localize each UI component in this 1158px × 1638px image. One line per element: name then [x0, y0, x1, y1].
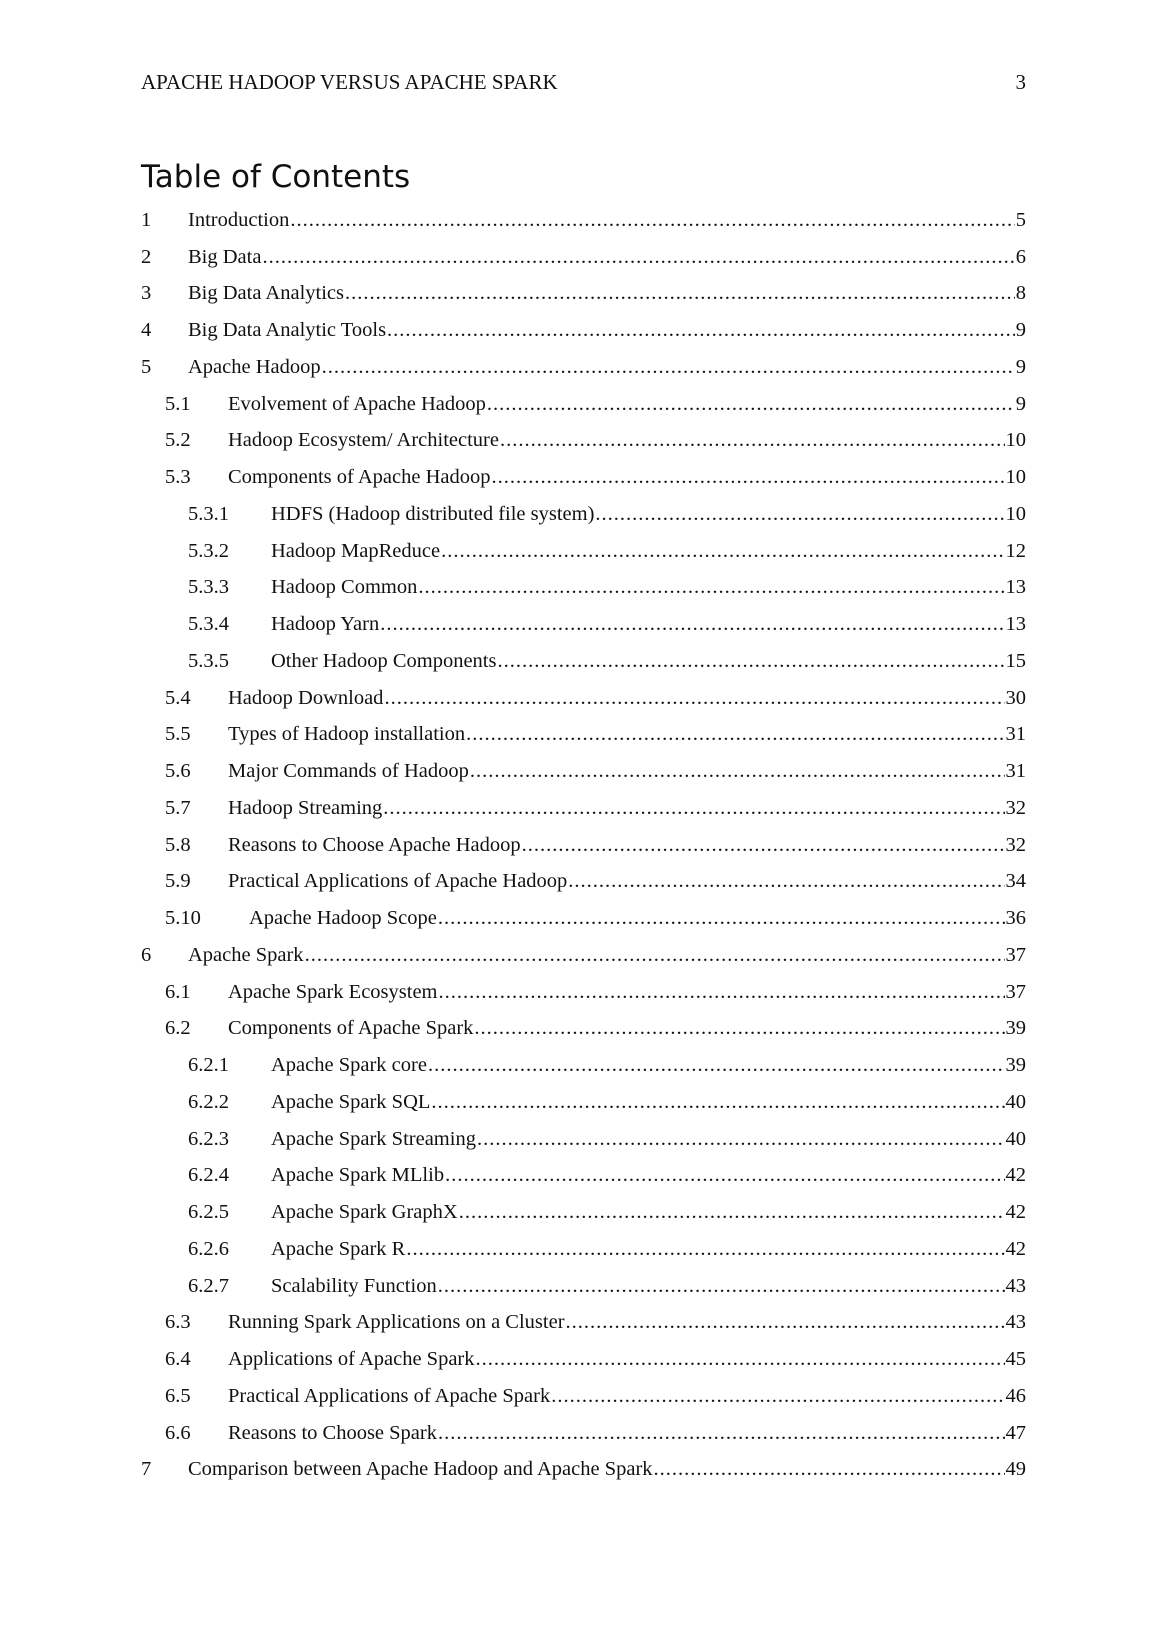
toc-entry-number: 6.2.7 [188, 1274, 229, 1297]
toc-entry-6[interactable] [141, 937, 1026, 974]
toc-entry-number: 5.3.4 [188, 613, 229, 636]
dot-leader [568, 870, 1004, 893]
toc-entry-text: Apache Spark Ecosystem [228, 980, 438, 1003]
toc-entry-5-3-1[interactable] [141, 496, 1026, 533]
toc-entry-text: Reasons to Choose Spark [228, 1421, 437, 1444]
dot-leader [305, 944, 1005, 967]
toc-entry-6-5[interactable] [141, 1378, 1026, 1415]
running-title: APACHE HADOOP VERSUS APACHE SPARK [141, 70, 558, 94]
toc-entry-number: 6.2.6 [188, 1237, 229, 1260]
toc-entry-number: 6.2.2 [188, 1090, 229, 1113]
toc-entry-2[interactable] [141, 239, 1026, 276]
toc-entry-5-10[interactable] [141, 900, 1026, 937]
toc-entry-page: 9 [1015, 392, 1026, 415]
toc-entry-3[interactable] [141, 276, 1026, 313]
toc-entry-page: 12 [1005, 539, 1026, 562]
toc-entry-page: 40 [1005, 1127, 1026, 1150]
toc-entry-number: 5.8 [165, 833, 191, 856]
toc-entry-text: Components of Apache Spark [228, 1017, 474, 1040]
toc-entry-number: 6.2.3 [188, 1127, 229, 1150]
toc-entry-number: 6 [141, 943, 152, 966]
dot-leader [322, 356, 1015, 379]
toc-entry-number: 5.2 [165, 429, 191, 452]
toc-entry-text: Big Data Analytic Tools [188, 319, 387, 342]
toc-entry-6-1[interactable] [141, 974, 1026, 1011]
toc-entry-text: Evolvement of Apache Hadoop [228, 392, 486, 415]
header-page-number: 3 [1015, 70, 1026, 94]
toc-entry-number: 7 [141, 1458, 152, 1481]
dot-leader [466, 723, 1004, 746]
toc-entry-page: 13 [1005, 613, 1026, 636]
toc-entry-6-6[interactable] [141, 1415, 1026, 1452]
toc-entry-6-2-4[interactable] [141, 1158, 1026, 1195]
toc-entry-text: Apache Spark R [271, 1237, 406, 1260]
toc-entry-5[interactable] [141, 349, 1026, 386]
toc-entry-number: 5.3.5 [188, 649, 229, 672]
toc-entry-number: 5.1 [165, 392, 191, 415]
toc-entry-text: Hadoop Ecosystem/ Architecture [228, 429, 499, 452]
toc-entry-page: 37 [1005, 980, 1026, 1003]
toc-entry-6-3[interactable] [141, 1305, 1026, 1342]
toc-entry-number: 3 [141, 282, 152, 305]
toc-entry-page: 45 [1005, 1348, 1026, 1371]
toc-entry-text: Big Data [188, 245, 262, 268]
dot-leader [438, 1275, 1005, 1298]
dot-leader [595, 503, 1004, 526]
toc-entry-page: 15 [1005, 649, 1026, 672]
toc-entry-6-2[interactable] [141, 1011, 1026, 1048]
toc-entry-page: 6 [1015, 245, 1026, 268]
toc-entry-page: 43 [1005, 1274, 1026, 1297]
toc-entry-text: Practical Applications of Apache Spark [228, 1384, 551, 1407]
toc-entry-page: 31 [1005, 723, 1026, 746]
toc-entry-number: 5.4 [165, 686, 191, 709]
toc-entry-number: 5.3.2 [188, 539, 229, 562]
dot-leader [383, 797, 1004, 820]
dot-leader [345, 282, 1015, 305]
dot-leader [428, 1054, 1005, 1077]
dot-leader [470, 760, 1005, 783]
toc-entry-number: 5.9 [165, 870, 191, 893]
toc-entry-number: 5 [141, 355, 152, 378]
dot-leader [566, 1311, 1005, 1334]
toc-entry-number: 6.2.5 [188, 1201, 229, 1224]
dot-leader [491, 466, 1004, 489]
toc-entry-page: 32 [1005, 833, 1026, 856]
toc-entry-5-3-3[interactable] [141, 570, 1026, 607]
dot-leader [497, 650, 1004, 673]
toc-entry-page: 10 [1005, 429, 1026, 452]
toc-entry-text: Hadoop Yarn [271, 613, 380, 636]
toc-entry-page: 9 [1015, 319, 1026, 342]
toc-entry-page: 13 [1005, 576, 1026, 599]
toc-entry-text: Hadoop MapReduce [271, 539, 441, 562]
toc-entry-text: Applications of Apache Spark [228, 1348, 475, 1371]
toc-entry-page: 47 [1005, 1421, 1026, 1444]
toc-entry-5-3-2[interactable] [141, 533, 1026, 570]
toc-entry-text: Hadoop Streaming [228, 796, 383, 819]
toc-entry-5-1[interactable] [141, 386, 1026, 423]
dot-leader [380, 613, 1004, 636]
toc-entry-page: 49 [1005, 1458, 1026, 1481]
toc-entry-5-8[interactable] [141, 827, 1026, 864]
toc-entry-number: 6.4 [165, 1348, 191, 1371]
toc-entry-text: Hadoop Download [228, 686, 384, 709]
toc-entry-5-5[interactable] [141, 717, 1026, 754]
dot-leader [654, 1458, 1005, 1481]
dot-leader [474, 1017, 1004, 1040]
dot-leader [445, 1164, 1004, 1187]
toc-entry-text: Running Spark Applications on a Cluster [228, 1311, 565, 1334]
toc-entry-text: Hadoop Common [271, 576, 418, 599]
toc-entry-page: 30 [1005, 686, 1026, 709]
toc-entry-page: 9 [1015, 355, 1026, 378]
toc-entry-text: Apache Spark MLlib [271, 1164, 445, 1187]
toc-entry-number: 6.5 [165, 1384, 191, 1407]
toc-entry-5-2[interactable] [141, 423, 1026, 460]
toc-entry-page: 39 [1005, 1017, 1026, 1040]
dot-leader [290, 209, 1014, 232]
dot-leader [441, 540, 1004, 563]
toc-entry-page: 10 [1005, 502, 1026, 525]
toc-entry-number: 5.3 [165, 466, 191, 489]
toc-entry-text: Apache Hadoop Scope [249, 907, 437, 930]
dot-leader [406, 1238, 1004, 1261]
toc-entry-number: 6.2.4 [188, 1164, 229, 1187]
toc-entry-page: 37 [1005, 943, 1026, 966]
toc-entry-text: Other Hadoop Components [271, 649, 497, 672]
table-of-contents [141, 202, 1026, 1488]
toc-entry-text: Types of Hadoop installation [228, 723, 466, 746]
toc-entry-text: Apache Hadoop [188, 355, 321, 378]
toc-entry-5-7[interactable] [141, 790, 1026, 827]
dot-leader [438, 907, 1005, 930]
toc-entry-text: Reasons to Choose Apache Hadoop [228, 833, 521, 856]
dot-leader [459, 1201, 1005, 1224]
toc-entry-number: 4 [141, 319, 152, 342]
running-header [141, 70, 1026, 100]
toc-entry-number: 5.7 [165, 796, 191, 819]
toc-entry-page: 36 [1005, 907, 1026, 930]
toc-entry-text: Big Data Analytics [188, 282, 345, 305]
toc-entry-number: 6.3 [165, 1311, 191, 1334]
toc-entry-page: 42 [1005, 1164, 1026, 1187]
toc-entry-number: 5.5 [165, 723, 191, 746]
dot-leader [500, 429, 1005, 452]
toc-title: Table of Contents [141, 159, 411, 195]
dot-leader [487, 393, 1015, 416]
dot-leader [438, 1422, 1005, 1445]
toc-entry-page: 39 [1005, 1054, 1026, 1077]
toc-entry-number: 2 [141, 245, 152, 268]
toc-entry-4[interactable] [141, 312, 1026, 349]
dot-leader [387, 319, 1015, 342]
toc-entry-number: 6.1 [165, 980, 191, 1003]
toc-entry-text: Major Commands of Hadoop [228, 760, 469, 783]
toc-entry-page: 31 [1005, 760, 1026, 783]
toc-entry-text: Apache Spark SQL [271, 1090, 431, 1113]
toc-entry-5-6[interactable] [141, 753, 1026, 790]
dot-leader [418, 576, 1004, 599]
toc-entry-text: Apache Spark Streaming [271, 1127, 476, 1150]
dot-leader [439, 981, 1005, 1004]
toc-entry-page: 43 [1005, 1311, 1026, 1334]
toc-entry-5-9[interactable] [141, 864, 1026, 901]
toc-entry-page: 8 [1015, 282, 1026, 305]
toc-entry-text: Apache Spark [188, 943, 304, 966]
toc-entry-6-2-2[interactable] [141, 1084, 1026, 1121]
dot-leader [477, 1128, 1005, 1151]
toc-entry-text: Introduction [188, 208, 290, 231]
toc-entry-text: Apache Spark core [271, 1054, 427, 1077]
toc-entry-5-3-5[interactable] [141, 643, 1026, 680]
toc-entry-text: Scalability Function [271, 1274, 437, 1297]
toc-entry-page: 42 [1005, 1237, 1026, 1260]
toc-entry-6-2-1[interactable] [141, 1047, 1026, 1084]
toc-entry-text: Components of Apache Hadoop [228, 466, 491, 489]
toc-entry-7[interactable] [141, 1452, 1026, 1489]
toc-entry-6-2-7[interactable] [141, 1268, 1026, 1305]
toc-entry-number: 5.3.1 [188, 502, 229, 525]
toc-entry-text: Practical Applications of Apache Hadoop [228, 870, 568, 893]
toc-entry-5-4[interactable] [141, 680, 1026, 717]
toc-entry-page: 10 [1005, 466, 1026, 489]
toc-entry-text: Apache Spark GraphX [271, 1201, 458, 1224]
toc-entry-page: 32 [1005, 796, 1026, 819]
dot-leader [262, 246, 1014, 269]
toc-entry-6-2-3[interactable] [141, 1121, 1026, 1158]
dot-leader [476, 1348, 1005, 1371]
toc-entry-1[interactable] [141, 202, 1026, 239]
toc-entry-page: 42 [1005, 1201, 1026, 1224]
toc-entry-6-4[interactable] [141, 1341, 1026, 1378]
toc-entry-page: 5 [1015, 208, 1026, 231]
toc-entry-page: 46 [1005, 1384, 1026, 1407]
toc-entry-6-2-6[interactable] [141, 1231, 1026, 1268]
dot-leader [384, 687, 1004, 710]
toc-entry-5-3[interactable] [141, 459, 1026, 496]
toc-entry-text: Comparison between Apache Hadoop and Apache Spark [188, 1458, 653, 1481]
dot-leader [431, 1091, 1004, 1114]
toc-entry-number: 6.2 [165, 1017, 191, 1040]
toc-entry-5-3-4[interactable] [141, 606, 1026, 643]
toc-entry-number: 5.6 [165, 760, 191, 783]
dot-leader [522, 834, 1005, 857]
toc-entry-number: 6.6 [165, 1421, 191, 1444]
toc-entry-text: HDFS (Hadoop distributed file system) [271, 502, 595, 525]
toc-entry-number: 5.3.3 [188, 576, 229, 599]
toc-entry-number: 1 [141, 208, 152, 231]
dot-leader [551, 1385, 1004, 1408]
toc-entry-number: 6.2.1 [188, 1054, 229, 1077]
toc-entry-page: 40 [1005, 1090, 1026, 1113]
toc-entry-6-2-5[interactable] [141, 1194, 1026, 1231]
toc-entry-number: 5.10 [165, 907, 201, 930]
toc-entry-page: 34 [1005, 870, 1026, 893]
